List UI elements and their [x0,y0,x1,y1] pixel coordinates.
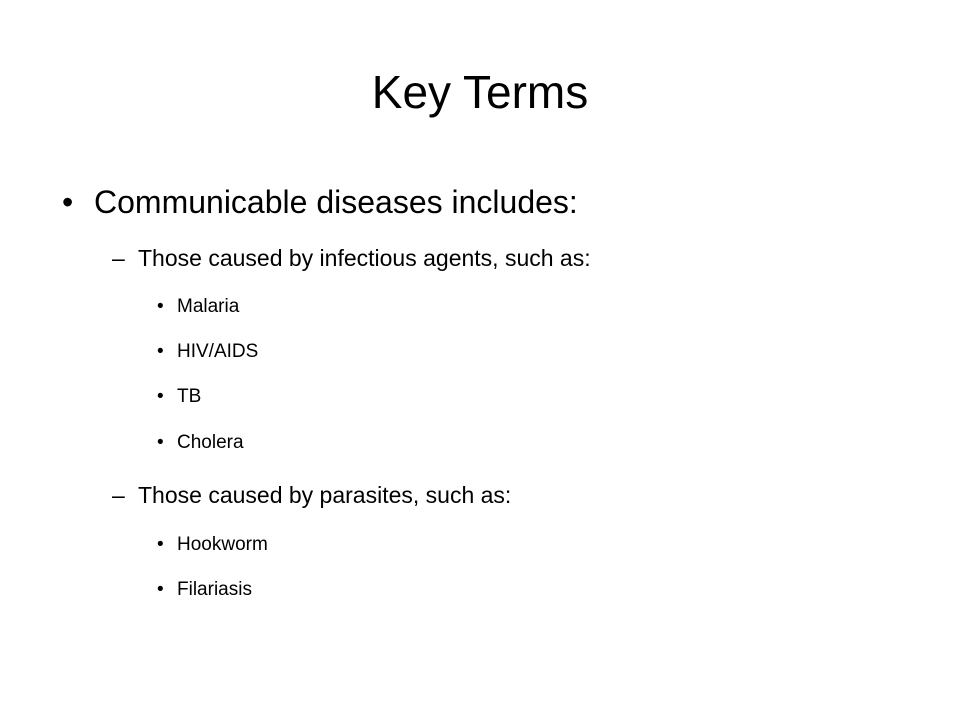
level2-text: Those caused by parasites, such as: [138,482,512,508]
slide-title: Key Terms [371,66,589,118]
bullet-marker: • [157,296,164,317]
dash-marker: – [112,482,125,508]
bullet-marker: • [157,579,164,600]
bullet-marker: • [157,341,164,362]
level3-text: Cholera [177,432,244,453]
level3-text: HIV/AIDS [177,341,259,362]
level3-text: TB [177,386,202,407]
dash-marker: – [112,245,125,271]
bullet-marker: • [157,534,164,555]
level3-text: Malaria [177,296,240,317]
level3-text: Filariasis [177,579,252,600]
level1-text: Communicable diseases includes: [94,184,578,220]
bullet-marker: • [157,386,164,407]
bullet-marker: • [157,432,164,453]
level3-text: Hookworm [177,534,268,555]
bullet-marker: • [62,184,74,220]
level2-text: Those caused by infectious agents, such as: [138,245,591,271]
